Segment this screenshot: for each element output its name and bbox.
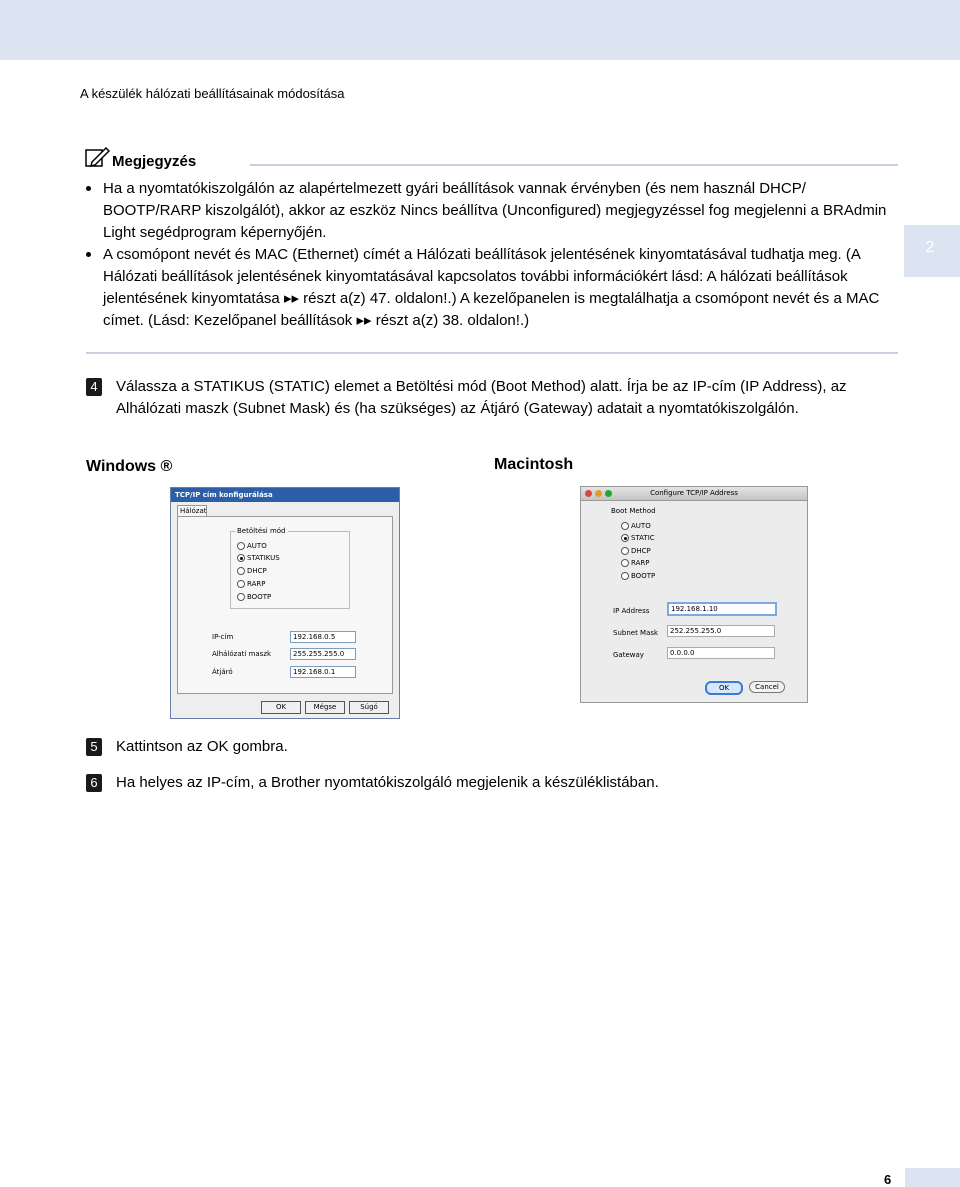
step-text: Válassza a STATIKUS (STATIC) elemet a Betöltési mód (Boot Method) alatt. Írja be az IP-cím (IP Address), az Alhálózati maszk (Subnet Mask) és (ha szükséges) az Átjáró (Gateway) adatait a nyomtatókiszolgálón. xyxy=(116,378,847,417)
radio-label: RARP xyxy=(247,580,266,588)
step-number: 5 xyxy=(86,738,102,756)
footer-bar xyxy=(905,1168,960,1187)
dialog-title: Configure TCP/IP Address xyxy=(650,489,738,497)
radio-bootp[interactable] xyxy=(621,572,655,580)
tab-network[interactable]: Hálózat xyxy=(177,505,207,516)
radio-label: AUTO xyxy=(247,542,267,550)
zoom-icon[interactable] xyxy=(605,490,612,497)
radio-rarp[interactable] xyxy=(621,559,649,567)
dialog-title: TCP/IP cím konfigurálása xyxy=(171,488,399,502)
macintosh-label: Macintosh xyxy=(494,456,574,473)
chapter-tab xyxy=(904,225,960,277)
help-button[interactable]: Súgó xyxy=(349,701,389,714)
radio-circle-icon xyxy=(237,567,245,575)
radio-dhcp[interactable] xyxy=(237,567,267,575)
radio-static[interactable] xyxy=(621,534,655,542)
bullet-dot xyxy=(86,252,91,257)
radio-static[interactable] xyxy=(237,554,280,562)
ip-address-label: IP-cím xyxy=(212,633,234,641)
note-bullet-text: Ha a nyomtatókiszolgálón az alapértelmezett gyári beállítások vannak érvényben (és nem használ DHCP/ BOOTP/RARP kiszolgálót), akkor az eszköz Nincs beállítva (Unconfigured) megjegyzéssel fog megjelenni a BRAdmin Light segédprogram képernyőjén. xyxy=(103,180,887,241)
mac-tcpip-dialog xyxy=(580,486,808,703)
radio-label: DHCP xyxy=(247,567,267,575)
page-number: 6 xyxy=(884,1172,892,1187)
ip-address-input[interactable]: 192.168.1.10 xyxy=(667,602,777,616)
step-number: 6 xyxy=(86,774,102,792)
ip-address-label: IP Address xyxy=(613,607,650,615)
ip-address-input[interactable]: 192.168.0.5 xyxy=(290,631,356,643)
note-top-rule xyxy=(250,164,898,166)
radio-label: BOOTP xyxy=(631,572,656,580)
cancel-button[interactable]: Cancel xyxy=(749,681,785,693)
radio-label: STATIC xyxy=(631,534,655,542)
radio-bootp[interactable] xyxy=(237,593,271,601)
radio-circle-icon xyxy=(237,593,245,601)
group-title: Betöltési mód xyxy=(237,527,286,535)
subnet-mask-label: Subnet Mask xyxy=(613,629,659,637)
step-number: 4 xyxy=(86,378,102,396)
note-bullet xyxy=(86,244,886,332)
note-bullet xyxy=(86,178,906,244)
subnet-mask-input[interactable]: 252.255.255.0 xyxy=(667,625,775,637)
note-title: Megjegyzés xyxy=(112,153,197,170)
dialog-titlebar xyxy=(581,487,807,501)
windows-label: Windows ® xyxy=(86,458,173,475)
radio-label: STATIKUS xyxy=(247,554,280,562)
ok-button[interactable]: OK xyxy=(705,681,743,695)
subnet-mask-input[interactable]: 255.255.255.0 xyxy=(290,648,356,660)
network-panel xyxy=(177,516,393,694)
radio-selected-icon xyxy=(621,534,629,542)
radio-dhcp[interactable] xyxy=(621,547,651,555)
step-text: Kattintson az OK gombra. xyxy=(116,738,288,755)
gateway-input[interactable]: 0.0.0.0 xyxy=(667,647,775,659)
note-pencil-icon xyxy=(84,146,110,168)
radio-label: RARP xyxy=(631,559,650,567)
boot-method-group xyxy=(230,527,350,609)
close-icon[interactable] xyxy=(585,490,592,497)
subnet-mask-label: Alhálózati maszk xyxy=(212,650,272,658)
radio-label: DHCP xyxy=(631,547,651,555)
radio-auto[interactable] xyxy=(237,542,267,550)
radio-label: BOOTP xyxy=(247,593,272,601)
bullet-dot xyxy=(86,186,91,191)
step-6 xyxy=(86,772,906,794)
step-text: Ha helyes az IP-cím, a Brother nyomtatókiszolgáló megjelenik a készüléklistában. xyxy=(116,774,659,791)
radio-circle-icon xyxy=(237,580,245,588)
note-bullet-text: A csomópont nevét és MAC (Ethernet) címét a Hálózati beállítások jelentésének kinyomtatásával tudhatja meg. (A Hálózati beállítások jelentésének kinyomtatásával kapcsolatos további információkért lásd: A hálózati beállítások jelentésének kinyomtatása ▸▸ részt a(z) 47. oldalon!.) A kezelőpanelen is megtalálhatja a csomópont nevét és a MAC címet. (Lásd: Kezelőpanel beállítások ▸▸ részt a(z) 38. oldalon!.) xyxy=(103,246,880,329)
radio-auto[interactable] xyxy=(621,522,651,530)
chapter-number: 2 xyxy=(925,239,935,256)
ok-button[interactable]: OK xyxy=(261,701,301,714)
gateway-label: Gateway xyxy=(613,651,644,659)
radio-rarp[interactable] xyxy=(237,580,265,588)
step-4 xyxy=(86,376,906,420)
gateway-input[interactable]: 192.168.0.1 xyxy=(290,666,356,678)
radio-circle-icon xyxy=(621,559,629,567)
note-bottom-rule xyxy=(86,352,898,354)
radio-circle-icon xyxy=(237,542,245,550)
gateway-label: Átjáró xyxy=(212,668,233,676)
top-banner xyxy=(0,0,960,60)
cancel-button[interactable]: Mégse xyxy=(305,701,345,714)
running-header: A készülék hálózati beállításainak módosítása xyxy=(80,86,345,101)
radio-circle-icon xyxy=(621,522,629,530)
radio-circle-icon xyxy=(621,547,629,555)
minimize-icon[interactable] xyxy=(595,490,602,497)
step-5 xyxy=(86,736,906,758)
radio-selected-icon xyxy=(237,554,245,562)
radio-circle-icon xyxy=(621,572,629,580)
group-title: Boot Method xyxy=(611,507,656,515)
radio-label: AUTO xyxy=(631,522,651,530)
windows-tcpip-dialog xyxy=(170,487,400,719)
